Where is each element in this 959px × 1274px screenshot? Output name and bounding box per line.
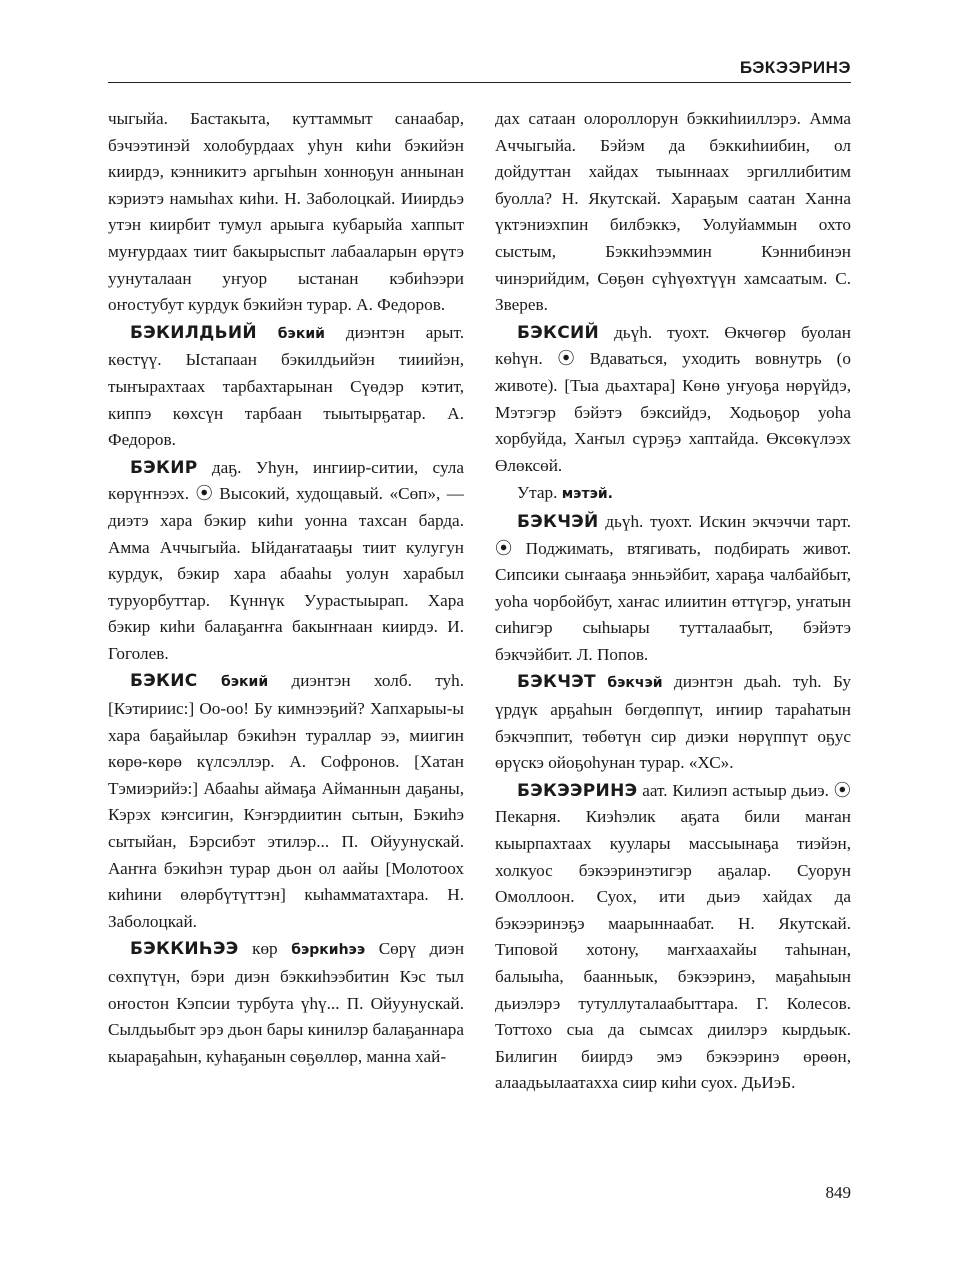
headword: БЭКЭЭРИНЭ [517,780,638,801]
entry-text: Сөрү диэн сөхпүтүн, бэри диэн бэккиһээбитин Кэс тыл оҥостон Кэпсии турбута үһү... П. Ойуунускай. Сылдьыбыт эрэ дьон бары кинилэр балаҕаннара кыараҕаһын, куһаҕанын сөҕөллөр, манна хай- [108,939,465,1066]
dictionary-entry [108,320,464,454]
headword: БЭКЧЭЙ [517,511,599,532]
headword: БЭКИЛДЬИЙ [130,322,257,343]
cross-reference: бэкий [277,325,325,342]
dictionary-entry [108,668,464,935]
dictionary-entry [495,320,851,480]
dictionary-entry [495,509,851,669]
cross-reference: бэкчэй [607,675,663,692]
dictionary-entry [495,778,851,1097]
entry-text: диэнтэн холб. туһ. [Кэтириис:] Оо-оо! Бу кимнээҕий? Хапхарыы-ы хара баҕайылар бэкиһэн тураллар ээ, миигин көрө-көрө күлсэллэр. А. Софронов. [Хатан Тэмиэрийэ:] Абааһы аймаҕа Айманнын даҕаны, Кэрэх кэҥсигин, Кэҥэрдиитин сытын, Бэкиһэ сытыйан, Бэрсибэт этилэр... П. Ойуунускай. Ааҥҥа бэкиһэн турар дьон ол аайы [Молотоох киһини өлөрбүтүттэн] кыһамматахтара. Н. Заболоцкай. [108,671,465,931]
continued-paragraph: дах сатаан олороллорун бэккиһииллэрэ. Амма Аччыгыйа. Бэйэм да бэккиһиибин, ол дойдуттан хайдах тыыннаах эргиллибитим буолла? Н. Якутскай. Хараҕым саатан Ханна үктэниэхпин билбэккэ, Уолуйаммын охто сыстым, Бэккиһээммин Кэннибинэн чинэрийдим, Сөҕөн сүһүөхтүүн хамсаатым. С. Зверев. [495,109,851,315]
headword: БЭКСИЙ [517,322,600,343]
antonym-line [495,480,851,508]
page-number: 849 [825,1183,851,1202]
entry-text: диэнтэн дьаһ. туһ. Бу үрдүк арҕаһын бөгдөппүт, иҥиир тараһатын бэкчэппит, төбөтүн сир диэки нөрүппүт оҕус өрүскэ ойоҕоһунан турар. «ХС». [495,672,851,773]
headword: БЭККИҺЭЭ [130,939,239,960]
entry-text: диэнтэн арыт. көстүү. Ыстапаан бэкилдьийэн тииийэн, тыҥырахтаах тарбахтарынан Сүөдэр кэтит, киппэ көхсүн тарбаан тыытырҕатар. А. Федоров. [108,322,464,450]
entry-text: даҕ. Уһун, ингиир-ситии, сула көрүҥнээх. ⦿ Высокий, худощавый. «Сөп», — диэтэ хара бэкир киһи уонна тахсан барда. Амма Аччыгыйа. Ыйдаҥатааҕы тиит кулугун курдук, бэкир хара абааһы уолун харабыл туруорбуттар. Күннүк Уурастыырап. Хара бэкир киһи балаҕаҥҥа бакыҥнаан киирдэ. И. Гоголев. [108,457,465,663]
dictionary-entry [495,669,851,776]
cross-reference: мэтэй. [561,486,614,503]
entry-text: дьүһ. туохт. Искин экчэччи тарт. ⦿ Поджимать, втягивать, подбирать живот. Сипсики сыҥааҕа энньэйбит, хараҕа чалбайбыт, уоһа чорбойбут, хаҥас илиитин өттүгэр, уҥатын сиһигэр сыһыары тутталаабыт, бэйэтэ бэкчэйбит. Л. Попов. [495,511,852,664]
right-column [495,106,851,1097]
headword: БЭКИС [130,671,198,692]
entry-label: көр [252,939,278,959]
continued-paragraph: чыгыйа. Бастакыта, куттаммыт санаабар, бэчээтинэй холобурдаах уһун киһи бэкийэн киирдэ, кэнникитэ аргыһын хонноҕун аннынан кэриэтэ намыһах киһи. Н. Заболоцкай. Ииирдьэ утэн киирбит тумул арыыга кубарыйа хаппыт муҥурдаах тиит бакырыспыт лабааларын өрүтэ уунуталаан уҥуор ыстанан кэбиһээри оҥостубут курдук бэкийэн турар. А. Федоров. [108,109,464,315]
headword: БЭКИР [130,457,198,478]
antonym-label: Утар. [517,483,558,503]
headword: БЭКЧЭТ [517,672,596,693]
entry-text: дьүһ. туохт. Өкчөгөр буолан көһүн. ⦿ Вдаваться, уходить вовнутрь (о животе). [Тыа дьахтара] Көнө уҥуоҕа нөрүйдэ, Мэтэгэр бэйэтэ бэксийдэ, Ходьоҕор уоһа хорбуйда, Хаҥыл сүрэҕэ хаптайда. Өксөкүлээх Өлөксөй. [495,322,851,475]
cross-reference: бэркиһээ [291,942,366,959]
dictionary-entry [108,455,464,668]
left-column [108,106,464,1070]
entry-text: аат. Килиэп астыыр дьиэ. ⦿ Пекарня. Киэһэлик аҕата били маҥан кыырпахтаах куулары массыынаҕа тиэйэн, холкуос бэкээринэтигэр аҕалар. Суорун Омоллоон. Суох, ити дьиэ хайдах да бэкээринэҕэ маарыннаабат. Н. Якутскай. Типовой хотону, маҥхаахайы таһынан, балыыһа, баанньык, бэкээринэ, маҕаһыын дьиэлэрэ тутуллуталаабыттара. Г. Колесов. Тоттохо сыа да сымсах диилэрэ кырдьык. Билигин биирдэ эмэ бэкээринэ өрөөн, алаадьылаатахха сиир киһи суох. ДьИэБ. [495,780,851,1093]
dictionary-entry [108,936,464,1070]
cross-reference: бэкий [220,674,269,691]
header-rule [108,82,851,83]
running-header: БЭКЭЭРИНЭ [739,58,851,77]
